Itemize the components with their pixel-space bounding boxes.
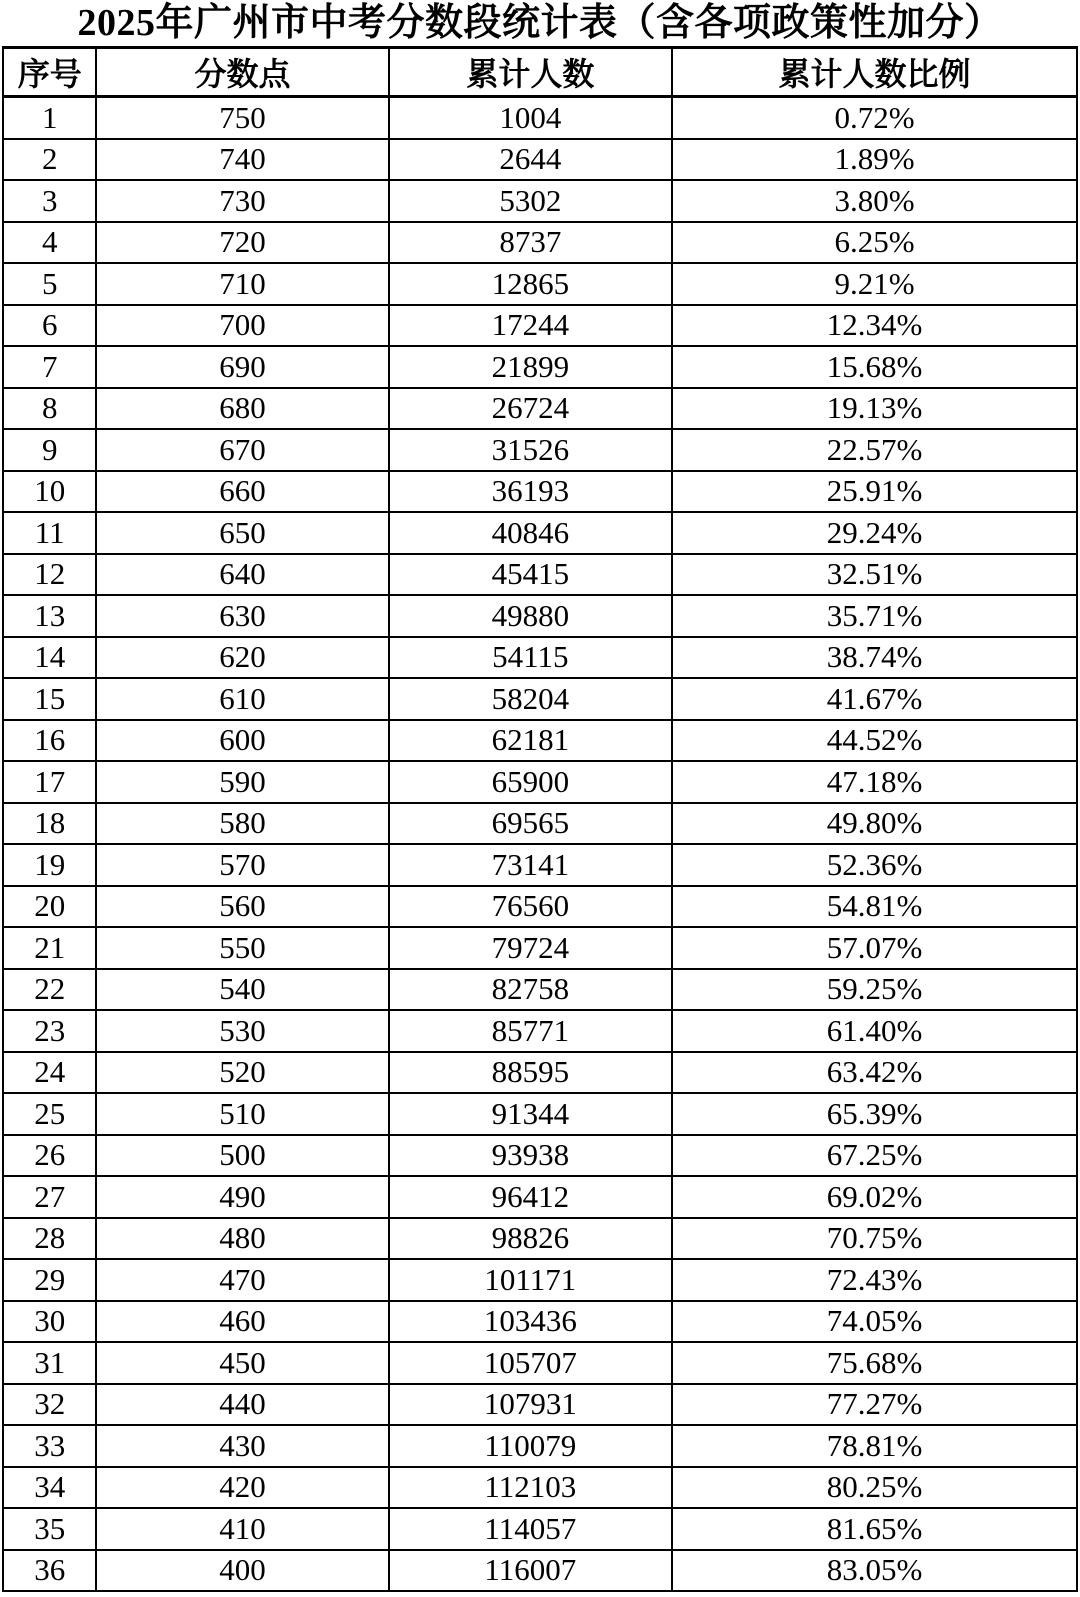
table-row (3, 180, 1077, 222)
cell-index: 32 (3, 1384, 96, 1426)
cell-ratio: 1.89% (672, 139, 1077, 181)
cell-cumulative: 91344 (389, 1093, 673, 1135)
cell-cumulative: 114057 (389, 1508, 673, 1550)
cell-index: 16 (3, 720, 96, 762)
cell-ratio: 59.25% (672, 969, 1077, 1011)
table-row (3, 1384, 1077, 1426)
cell-cumulative: 79724 (389, 927, 673, 969)
cell-score: 670 (96, 429, 388, 471)
cell-score: 610 (96, 678, 388, 720)
cell-score: 430 (96, 1425, 388, 1467)
cell-index: 7 (3, 346, 96, 388)
cell-index: 30 (3, 1301, 96, 1343)
cell-cumulative: 21899 (389, 346, 673, 388)
cell-cumulative: 26724 (389, 388, 673, 430)
cell-score: 450 (96, 1342, 388, 1384)
table-row (3, 1052, 1077, 1094)
table-row (3, 388, 1077, 430)
table-row (3, 761, 1077, 803)
cell-cumulative: 103436 (389, 1301, 673, 1343)
cell-ratio: 22.57% (672, 429, 1077, 471)
cell-ratio: 75.68% (672, 1342, 1077, 1384)
table-row (3, 1467, 1077, 1509)
cell-score: 470 (96, 1259, 388, 1301)
cell-index: 33 (3, 1425, 96, 1467)
cell-index: 11 (3, 512, 96, 554)
cell-index: 2 (3, 139, 96, 181)
cell-index: 20 (3, 886, 96, 928)
cell-score: 590 (96, 761, 388, 803)
cell-ratio: 67.25% (672, 1135, 1077, 1177)
cell-ratio: 74.05% (672, 1301, 1077, 1343)
table-row (3, 844, 1077, 886)
cell-index: 24 (3, 1052, 96, 1094)
cell-cumulative: 76560 (389, 886, 673, 928)
table-row (3, 637, 1077, 679)
cell-ratio: 6.25% (672, 222, 1077, 264)
cell-score: 660 (96, 471, 388, 513)
cell-cumulative: 12865 (389, 263, 673, 305)
table-row (3, 1301, 1077, 1343)
cell-score: 650 (96, 512, 388, 554)
cell-index: 31 (3, 1342, 96, 1384)
cell-cumulative: 1004 (389, 97, 673, 139)
cell-score: 740 (96, 139, 388, 181)
cell-ratio: 63.42% (672, 1052, 1077, 1094)
column-header-cumulative: 累计人数 (389, 48, 673, 97)
cell-ratio: 19.13% (672, 388, 1077, 430)
cell-ratio: 32.51% (672, 554, 1077, 596)
cell-score: 750 (96, 97, 388, 139)
cell-index: 4 (3, 222, 96, 264)
cell-cumulative: 36193 (389, 471, 673, 513)
table-row (3, 97, 1077, 139)
cell-index: 5 (3, 263, 96, 305)
cell-ratio: 41.67% (672, 678, 1077, 720)
cell-score: 490 (96, 1176, 388, 1218)
cell-cumulative: 93938 (389, 1135, 673, 1177)
page-title: 2025年广州市中考分数段统计表（含各项政策性加分） (77, 2, 1003, 44)
table-row (3, 1218, 1077, 1260)
table-row (3, 346, 1077, 388)
cell-ratio: 57.07% (672, 927, 1077, 969)
table-row (3, 886, 1077, 928)
cell-cumulative: 8737 (389, 222, 673, 264)
table-body (3, 97, 1077, 1592)
cell-cumulative: 105707 (389, 1342, 673, 1384)
cell-cumulative: 62181 (389, 720, 673, 762)
cell-ratio: 52.36% (672, 844, 1077, 886)
cell-ratio: 15.68% (672, 346, 1077, 388)
cell-ratio: 38.74% (672, 637, 1077, 679)
cell-index: 9 (3, 429, 96, 471)
cell-index: 29 (3, 1259, 96, 1301)
cell-cumulative: 73141 (389, 844, 673, 886)
cell-index: 27 (3, 1176, 96, 1218)
cell-cumulative: 98826 (389, 1218, 673, 1260)
cell-score: 520 (96, 1052, 388, 1094)
cell-score: 720 (96, 222, 388, 264)
cell-index: 21 (3, 927, 96, 969)
cell-ratio: 77.27% (672, 1384, 1077, 1426)
cell-score: 730 (96, 180, 388, 222)
cell-ratio: 69.02% (672, 1176, 1077, 1218)
cell-ratio: 81.65% (672, 1508, 1077, 1550)
table-row (3, 222, 1077, 264)
cell-index: 19 (3, 844, 96, 886)
table-row (3, 927, 1077, 969)
table-row (3, 969, 1077, 1011)
table-row (3, 678, 1077, 720)
cell-ratio: 9.21% (672, 263, 1077, 305)
cell-score: 510 (96, 1093, 388, 1135)
cell-score: 620 (96, 637, 388, 679)
cell-score: 640 (96, 554, 388, 596)
cell-ratio: 25.91% (672, 471, 1077, 513)
table-row (3, 1135, 1077, 1177)
cell-score: 700 (96, 305, 388, 347)
table-row (3, 1425, 1077, 1467)
cell-cumulative: 96412 (389, 1176, 673, 1218)
cell-score: 690 (96, 346, 388, 388)
cell-score: 500 (96, 1135, 388, 1177)
cell-index: 35 (3, 1508, 96, 1550)
cell-cumulative: 69565 (389, 803, 673, 845)
column-header-score: 分数点 (96, 48, 388, 97)
cell-ratio: 72.43% (672, 1259, 1077, 1301)
table-row (3, 803, 1077, 845)
cell-cumulative: 101171 (389, 1259, 673, 1301)
cell-index: 34 (3, 1467, 96, 1509)
table-row (3, 1342, 1077, 1384)
cell-index: 15 (3, 678, 96, 720)
cell-ratio: 49.80% (672, 803, 1077, 845)
cell-ratio: 29.24% (672, 512, 1077, 554)
table-row (3, 1550, 1077, 1592)
cell-ratio: 80.25% (672, 1467, 1077, 1509)
table-row (3, 139, 1077, 181)
cell-index: 14 (3, 637, 96, 679)
cell-score: 580 (96, 803, 388, 845)
cell-score: 460 (96, 1301, 388, 1343)
cell-cumulative: 110079 (389, 1425, 673, 1467)
cell-ratio: 44.52% (672, 720, 1077, 762)
table-row (3, 595, 1077, 637)
cell-ratio: 61.40% (672, 1010, 1077, 1052)
cell-ratio: 12.34% (672, 305, 1077, 347)
cell-score: 600 (96, 720, 388, 762)
cell-ratio: 70.75% (672, 1218, 1077, 1260)
cell-index: 28 (3, 1218, 96, 1260)
cell-cumulative: 107931 (389, 1384, 673, 1426)
cell-cumulative: 65900 (389, 761, 673, 803)
cell-cumulative: 31526 (389, 429, 673, 471)
cell-score: 480 (96, 1218, 388, 1260)
cell-ratio: 65.39% (672, 1093, 1077, 1135)
cell-score: 630 (96, 595, 388, 637)
cell-index: 12 (3, 554, 96, 596)
cell-index: 18 (3, 803, 96, 845)
cell-ratio: 0.72% (672, 97, 1077, 139)
cell-index: 23 (3, 1010, 96, 1052)
cell-score: 420 (96, 1467, 388, 1509)
cell-index: 25 (3, 1093, 96, 1135)
cell-index: 10 (3, 471, 96, 513)
cell-score: 540 (96, 969, 388, 1011)
cell-cumulative: 5302 (389, 180, 673, 222)
cell-index: 36 (3, 1550, 96, 1592)
cell-score: 680 (96, 388, 388, 430)
cell-score: 710 (96, 263, 388, 305)
cell-index: 1 (3, 97, 96, 139)
cell-cumulative: 54115 (389, 637, 673, 679)
cell-score: 410 (96, 1508, 388, 1550)
cell-cumulative: 58204 (389, 678, 673, 720)
cell-cumulative: 112103 (389, 1467, 673, 1509)
cell-score: 550 (96, 927, 388, 969)
cell-cumulative: 82758 (389, 969, 673, 1011)
column-header-index: 序号 (3, 48, 96, 97)
table-row (3, 1259, 1077, 1301)
cell-cumulative: 88595 (389, 1052, 673, 1094)
cell-ratio: 3.80% (672, 180, 1077, 222)
cell-cumulative: 17244 (389, 305, 673, 347)
cell-ratio: 78.81% (672, 1425, 1077, 1467)
table-row (3, 305, 1077, 347)
cell-index: 26 (3, 1135, 96, 1177)
cell-cumulative: 40846 (389, 512, 673, 554)
cell-index: 22 (3, 969, 96, 1011)
cell-cumulative: 85771 (389, 1010, 673, 1052)
table-row (3, 1010, 1077, 1052)
cell-cumulative: 49880 (389, 595, 673, 637)
cell-cumulative: 116007 (389, 1550, 673, 1592)
cell-score: 440 (96, 1384, 388, 1426)
cell-ratio: 47.18% (672, 761, 1077, 803)
table-row (3, 263, 1077, 305)
cell-cumulative: 45415 (389, 554, 673, 596)
header-row (3, 48, 1077, 97)
cell-index: 8 (3, 388, 96, 430)
cell-score: 530 (96, 1010, 388, 1052)
table-row (3, 1508, 1077, 1550)
table-row (3, 1176, 1077, 1218)
cell-index: 6 (3, 305, 96, 347)
cell-ratio: 35.71% (672, 595, 1077, 637)
table-row (3, 720, 1077, 762)
cell-cumulative: 2644 (389, 139, 673, 181)
column-header-ratio: 累计人数比例 (672, 48, 1077, 97)
cell-index: 17 (3, 761, 96, 803)
table-row (3, 429, 1077, 471)
cell-score: 570 (96, 844, 388, 886)
cell-ratio: 83.05% (672, 1550, 1077, 1592)
table-row (3, 554, 1077, 596)
cell-score: 560 (96, 886, 388, 928)
score-table (2, 46, 1078, 1592)
cell-index: 3 (3, 180, 96, 222)
cell-index: 13 (3, 595, 96, 637)
table-row (3, 512, 1077, 554)
table-row (3, 1093, 1077, 1135)
cell-score: 400 (96, 1550, 388, 1592)
cell-ratio: 54.81% (672, 886, 1077, 928)
table-row (3, 471, 1077, 513)
